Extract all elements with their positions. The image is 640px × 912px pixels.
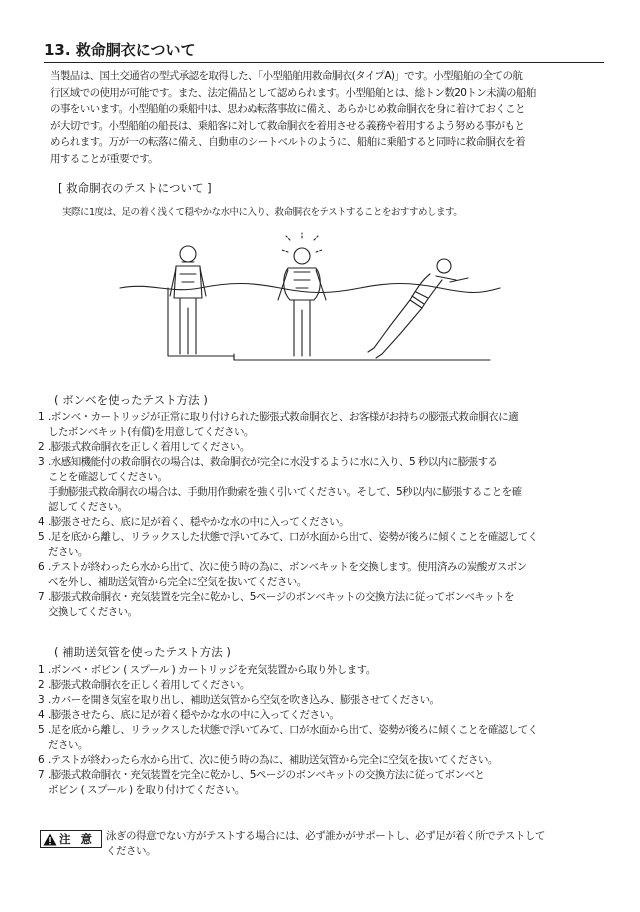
step-line: 手動膨張式救命胴衣の場合は、手動用作動索を強く引いてください。そして、5秒以内に膨張することを確 — [48, 486, 522, 498]
list-item — [38, 723, 618, 753]
step-line: ださい。 — [48, 546, 88, 558]
caution-line: ください。 — [106, 845, 156, 857]
section-title: 13. 救命胴衣について — [44, 40, 604, 63]
list-item — [38, 590, 618, 620]
list-item — [38, 708, 618, 723]
list-item — [38, 440, 618, 455]
step-line: .膨張式救命胴衣を正しく着用してください。 — [48, 679, 250, 691]
lifejacket-test-illustration — [110, 230, 510, 376]
list-item — [38, 753, 618, 768]
tube-test-heading: ( 補助送気管を使ったテスト方法 ) — [54, 645, 231, 659]
step-number: 2 — [38, 441, 45, 453]
step-line: ことを確認してください。 — [48, 471, 168, 483]
list-item — [38, 515, 618, 530]
tube-test-steps — [38, 663, 618, 798]
list-item — [38, 530, 618, 560]
water-surface-line — [120, 284, 500, 293]
step-line: .テストが終わったら水から出て、次に使う時の為に、補助送気管から完全に空気を抜いてください。 — [48, 754, 498, 766]
warning-triangle-icon — [43, 833, 57, 846]
standing-person-icon — [170, 246, 206, 354]
caution-note — [40, 828, 610, 862]
step-line: .膨張式救命胴衣を正しく着用してください。 — [48, 441, 250, 453]
pool-floor-line — [168, 288, 490, 360]
list-item — [38, 560, 618, 590]
step-number: 3 — [38, 456, 45, 468]
step-number: 3 — [38, 694, 45, 706]
list-item — [38, 663, 618, 678]
step-line: .膨張式救命胴衣・充気装置を完全に乾かし、5ページのボンベキットの交換方法に従ってボンベキットを — [48, 591, 514, 603]
cylinder-test-steps — [38, 410, 618, 620]
step-line: .膨張させたら、底に足が着く穏やかな水の中に入ってください。 — [48, 709, 340, 721]
step-line: .テストが終わったら水から出て、次に使う時の為に、ボンベキットを交換します。使用済みの炭酸ガスボン — [48, 561, 527, 573]
step-number: 1 — [38, 664, 45, 676]
step-number: 5 — [38, 724, 45, 736]
step-line: .水感知機能付の救命胴衣の場合は、救命胴衣が完全に水没するように水に入り、5 秒以内に膨張する — [48, 456, 498, 468]
intro-line: 行区域での使用が可能です。また、法定備品として認められます。小型船舶とは、総トン数20トン未満の船舶 — [50, 86, 536, 99]
inflating-person-icon — [278, 233, 326, 356]
step-line: 認してください。 — [48, 501, 128, 513]
intro-line: 当製品は、国土交通省の型式承認を取得した、「小型船舶用救命胴衣(タイプA)」です。小型船舶の全ての航 — [50, 70, 523, 82]
step-line: .カバーを開き気室を取り出し、補助送気管から空気を吹き込み、膨張させてください。 — [48, 694, 440, 706]
caution-label: 注 意 — [59, 832, 96, 846]
caution-line: 泳ぎの得意でない方がテストする場合には、必ず誰かがサポートし、必ず足が着く所でテストして — [106, 830, 545, 842]
step-line: .膨張式救命胴衣・充気装置を完全に乾かし、5ページのボンベキットの交換方法に従ってボンベと — [48, 769, 485, 781]
step-number: 7 — [38, 591, 45, 603]
step-line: .ボンベ・カートリッジが正常に取り付けられた膨張式救命胴衣と、お客様がお持ちの膨張式救命胴衣に適 — [48, 411, 519, 423]
step-line: .ボンベ・ボビン ( スプール ) カートリッジを充気装置から取り外します。 — [48, 664, 376, 676]
step-number: 6 — [38, 561, 45, 573]
step-line: ボビン ( スプール ) を取り付けてください。 — [48, 784, 245, 796]
step-number: 1 — [38, 411, 45, 423]
step-line: したボンベキット(有償)を用意してください。 — [48, 426, 254, 438]
step-number: 6 — [38, 754, 45, 766]
step-line: ださい。 — [48, 739, 88, 751]
list-item — [38, 693, 618, 708]
list-item — [38, 678, 618, 693]
step-line: .膨張させたら、底に足が着く、穏やかな水の中に入ってください。 — [48, 516, 350, 528]
intro-line: が大切です。小型船舶の船長は、乗船客に対して救命胴衣を着用させる義務や着用するよう努める事がもと — [50, 119, 525, 132]
test-heading: [ 救命胴衣のテストについて ] — [58, 181, 212, 195]
step-number: 2 — [38, 679, 45, 691]
step-number: 7 — [38, 769, 45, 781]
intro-paragraph — [50, 68, 606, 167]
intro-line: 用することが重要です。 — [50, 152, 159, 165]
step-line: .足を底から離し、リラックスした状態で浮いてみて、口が水面から出て、姿勢が後ろに傾くことを確認してく — [48, 724, 538, 736]
list-item — [38, 410, 618, 440]
list-item — [38, 768, 618, 798]
step-line: べを外し、補助送気管から完全に空気を抜いてください。 — [48, 576, 307, 588]
caution-badge — [40, 830, 102, 848]
test-note: 実際に1度は、足の着く浅くて穏やかな水中に入り、救命胴衣をテストすることをおすすめします。 — [62, 207, 463, 218]
list-item — [38, 455, 618, 515]
step-line: 交換してください。 — [48, 606, 138, 618]
cylinder-test-heading: ( ボンベを使ったテスト方法 ) — [54, 393, 208, 407]
step-line: .足を底から離し、リラックスした状態で浮いてみて、口が水面から出て、姿勢が後ろに傾くことを確認してく — [48, 531, 538, 543]
caution-text — [106, 829, 610, 859]
step-number: 4 — [38, 709, 45, 721]
intro-line: められます。万が一の転落に備え、自動車のシートベルトのように、船舶に乗船すると同時に救命胴衣を着 — [50, 136, 525, 148]
step-number: 5 — [38, 531, 45, 543]
intro-line: の事をいいます。小型船舶の乗船中は、思わぬ転落事故に備え、あらかじめ救命胴衣を身に着けておくこと — [50, 103, 525, 115]
step-number: 4 — [38, 516, 45, 528]
floating-person-icon — [368, 259, 468, 358]
